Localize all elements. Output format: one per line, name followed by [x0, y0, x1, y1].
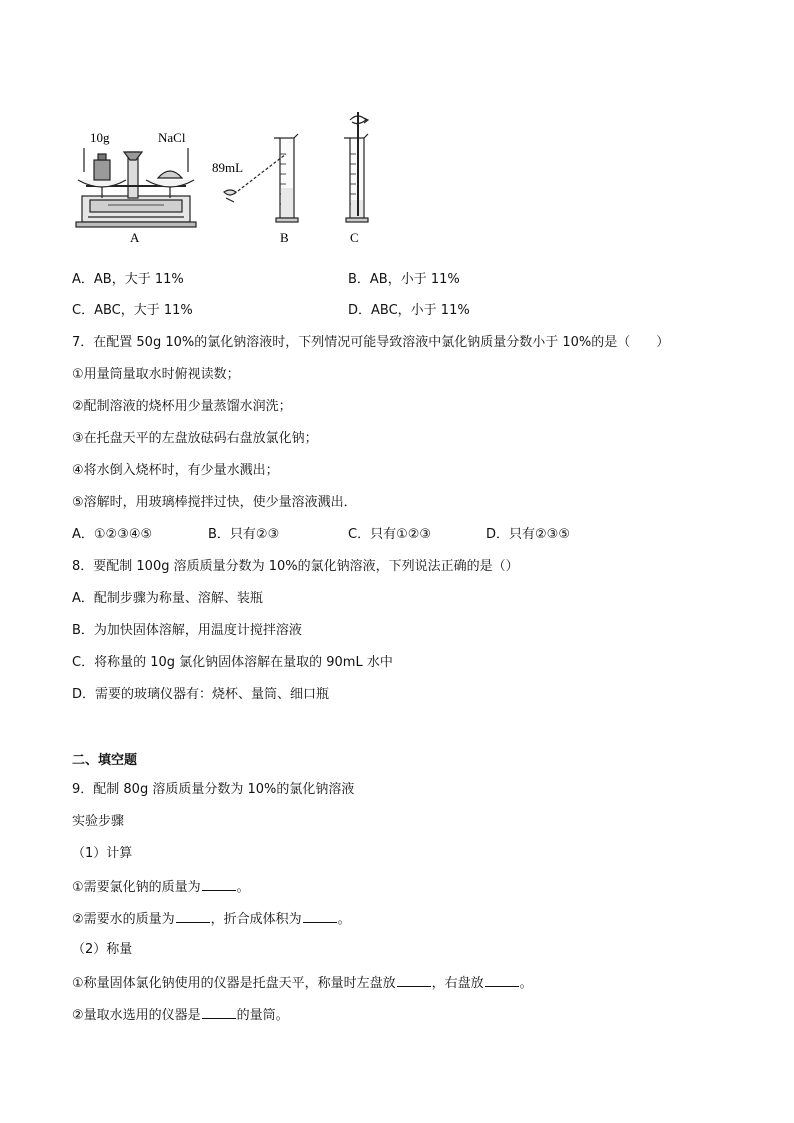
- section-heading: 二、填空题: [72, 753, 138, 768]
- weigh-item-1-end: 。: [519, 976, 533, 991]
- label-a: A: [130, 230, 140, 245]
- q6-option-d[interactable]: D．ABC，小于 11%: [348, 303, 470, 318]
- q8-option-a[interactable]: A．配制步骤为称量、溶解、装瓶: [72, 591, 263, 606]
- answer-blank[interactable]: [176, 909, 210, 923]
- q7-item-2: ②配制溶液的烧杯用少量蒸馏水润洗；: [72, 399, 292, 414]
- weight-label: 10g: [90, 130, 110, 145]
- steps-label: 实验步骤: [72, 814, 125, 829]
- q7-option-b[interactable]: B．只有②③: [208, 527, 280, 542]
- q6-option-c[interactable]: C．ABC，大于 11%: [72, 303, 193, 318]
- answer-blank[interactable]: [485, 973, 519, 987]
- weigh-label: （2）称量: [72, 942, 133, 957]
- volume-label: 89mL: [212, 160, 244, 175]
- calc-item-2: [72, 909, 351, 929]
- q9-stem: 9．配制 80g 溶质质量分数为 10%的氯化钠溶液: [72, 782, 355, 797]
- weigh-item-1-mid: ，右盘放: [431, 976, 484, 991]
- lab-apparatus-figure: [68, 104, 408, 249]
- q7-stem: 7．在配置 50g 10%的氯化钠溶液时，下列情况可能导致溶液中氯化钠质量分数小于 10%的是（ ）: [72, 335, 670, 350]
- weigh-item-2-text: ②量取水选用的仪器是: [72, 1008, 201, 1023]
- weigh-item-1: [72, 973, 533, 993]
- q8-option-c[interactable]: C．将称量的 10g 氯化钠固体溶解在量取的 90mL 水中: [72, 655, 393, 670]
- answer-blank[interactable]: [397, 973, 431, 987]
- q7-item-4: ④将水倒入烧杯时，有少量水溅出；: [72, 463, 279, 478]
- q7-option-a[interactable]: A．①②③④⑤: [72, 527, 153, 542]
- q8-option-d[interactable]: D．需要的玻璃仪器有：烧杯、量筒、细口瓶: [72, 687, 330, 702]
- calc-item-1-end: 。: [236, 880, 250, 895]
- q8-option-b[interactable]: B．为加快固体溶解，用温度计搅拌溶液: [72, 623, 302, 638]
- q7-item-5: ⑤溶解时，用玻璃棒搅拌过快，使少量溶液溅出．: [72, 495, 357, 510]
- answer-blank[interactable]: [202, 877, 236, 891]
- cylinder-b-diagram: [224, 134, 298, 222]
- q7-option-c[interactable]: C．只有①②③: [348, 527, 432, 542]
- calc-item-2-text: ②需要水的质量为: [72, 912, 175, 927]
- label-c: C: [350, 230, 359, 245]
- calc-item-1-text: ①需要氯化钠的质量为: [72, 880, 201, 895]
- q7-item-3: ③在托盘天平的左盘放砝码右盘放氯化钠；: [72, 431, 318, 446]
- q7-option-d[interactable]: D．只有②③⑤: [486, 527, 570, 542]
- weigh-item-2-end: 的量筒。: [236, 1008, 289, 1023]
- salt-label: NaCl: [158, 130, 186, 145]
- q8-stem: 8．要配制 100g 溶质质量分数为 10%的氯化钠溶液，下列说法正确的是（）: [72, 559, 519, 574]
- weigh-item-2: [72, 1005, 289, 1025]
- calc-label: （1）计算: [72, 846, 133, 861]
- calc-item-1: [72, 877, 250, 897]
- weigh-item-1-text: ①称量固体氯化钠使用的仪器是托盘天平，称量时左盘放: [72, 976, 396, 991]
- calc-item-2-end: 。: [337, 912, 351, 927]
- q6-option-a[interactable]: A．AB，大于 11%: [72, 272, 184, 287]
- label-b: B: [280, 230, 289, 245]
- q7-item-1: ①用量筒量取水时俯视读数；: [72, 367, 240, 382]
- answer-blank[interactable]: [202, 1005, 236, 1019]
- cylinder-c-diagram: [344, 112, 368, 222]
- balance-diagram: [76, 148, 196, 227]
- calc-item-2-mid: ，折合成体积为: [210, 912, 302, 927]
- q6-option-b[interactable]: B．AB，小于 11%: [348, 272, 460, 287]
- answer-blank[interactable]: [303, 909, 337, 923]
